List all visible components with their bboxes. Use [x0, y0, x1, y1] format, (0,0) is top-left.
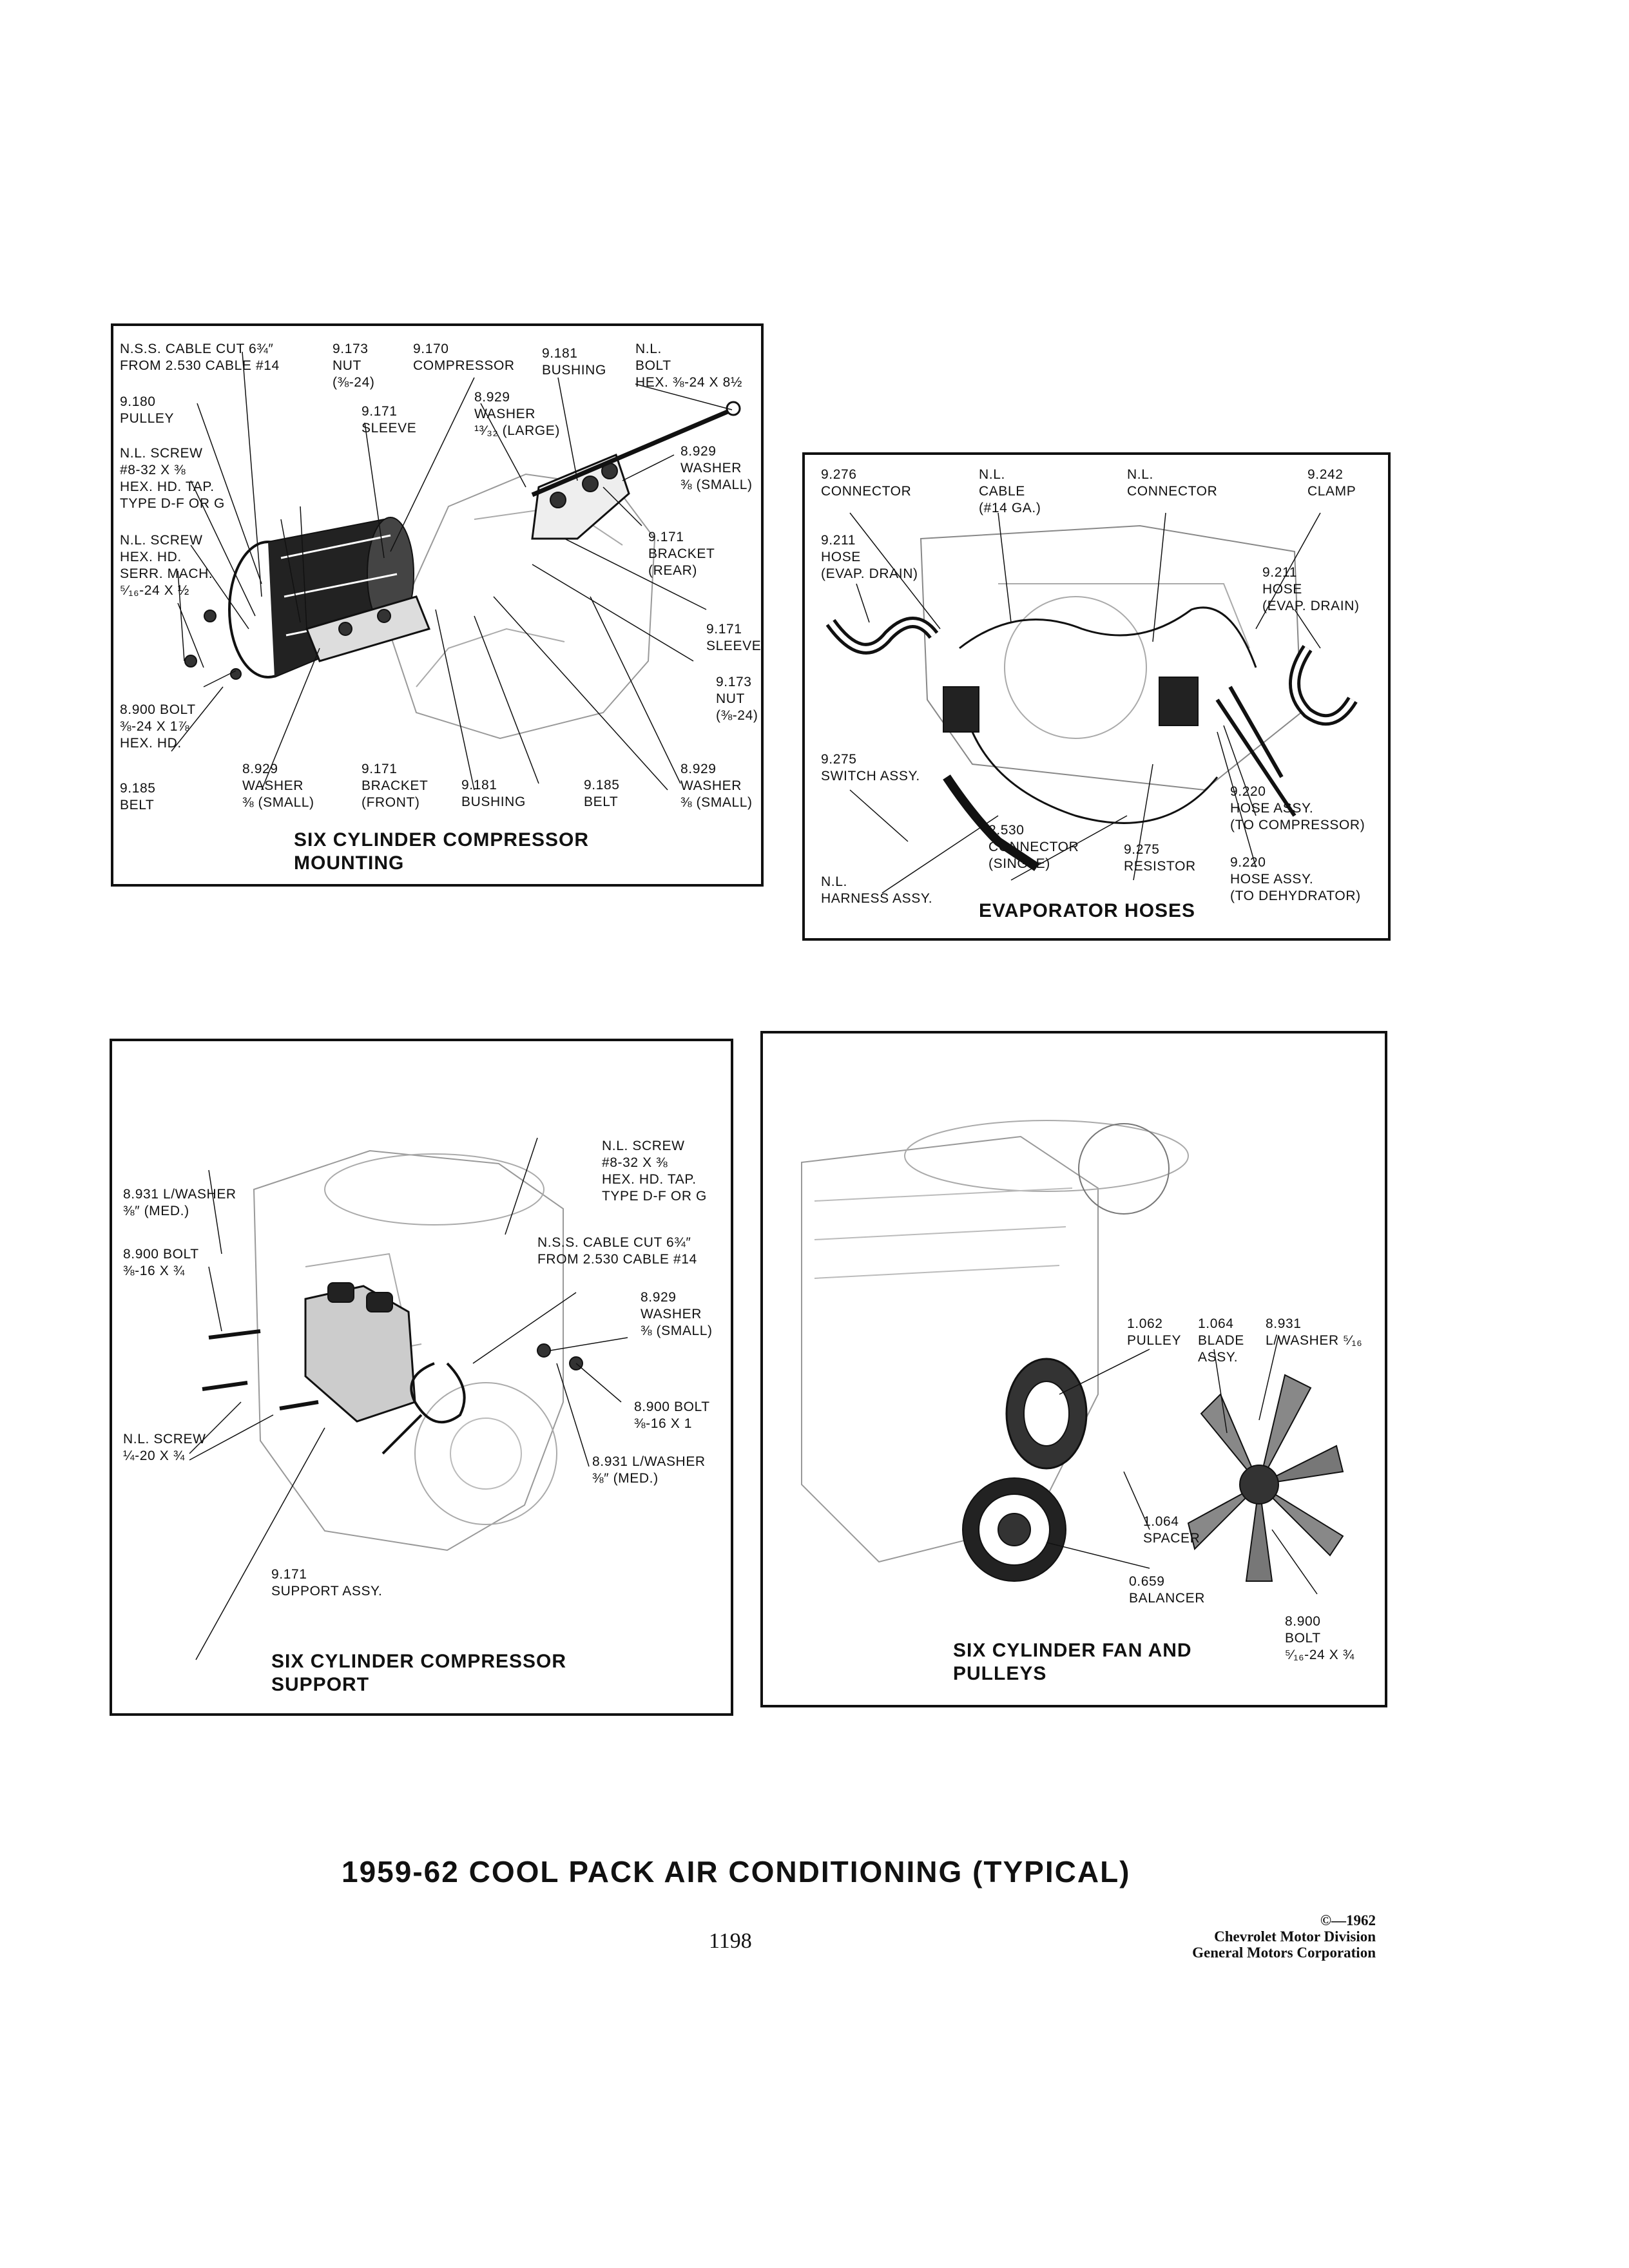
label-nss-cable: N.S.S. CABLE CUT 6¾″ FROM 2.530 CABLE #14: [537, 1235, 697, 1267]
label-bolt-8900: 8.900 BOLT ⅜-24 X 1⅞ HEX. HD.: [120, 702, 196, 751]
label-nl-screw-hex: N.L. SCREW HEX. HD. SERR. MACH. ⁵⁄₁₆-24 X ½: [120, 533, 213, 598]
caption-evaporator-hoses: EVAPORATOR HOSES: [979, 900, 1196, 921]
label-washer-8929-bottom: 8.929 WASHER ⅜ (SMALL): [242, 762, 314, 810]
label-bushing-9181-bottom: 9.181 BUSHING: [461, 778, 526, 809]
label-connector-nl: N.L. CONNECTOR: [1127, 467, 1218, 499]
caption-fan-and-pulleys: SIX CYLINDER FAN AND PULLEYS: [953, 1640, 1192, 1684]
label-hose-9211-left: 9.211 HOSE (EVAP. DRAIN): [821, 533, 918, 581]
label-washer-8929-large: 8.929 WASHER ¹³⁄₃₂ (LARGE): [474, 390, 561, 438]
label-belt-9185-left: 9.185 BELT: [120, 781, 156, 812]
label-support-9171: 9.171 SUPPORT ASSY.: [271, 1567, 383, 1599]
label-cable-nl: N.L. CABLE (#14 GA.): [979, 467, 1041, 515]
panel-compressor-support: [110, 1039, 733, 1716]
panel-compressor-mounting: [111, 323, 764, 887]
label-hose-9220-dehy: 9.220 HOSE ASSY. (TO DEHYDRATOR): [1230, 855, 1361, 903]
label-nut-9173-top: 9.173 NUT (⅜-24): [333, 341, 375, 390]
label-spacer-1064: 1.064 SPACER: [1143, 1514, 1200, 1546]
label-switch-9275: 9.275 SWITCH ASSY.: [821, 752, 920, 783]
caption-compressor-mounting: SIX CYLINDER COMPRESSOR MOUNTING: [294, 829, 590, 874]
label-bracket-9171-front: 9.171 BRACKET (FRONT): [361, 762, 429, 810]
label-sleeve-9171-right: 9.171 SLEEVE: [706, 622, 762, 653]
label-connector-9276: 9.276 CONNECTOR: [821, 467, 912, 499]
label-connector-2530: 2.530 CONNECTOR (SINGLE): [988, 823, 1079, 871]
label-pulley-1062: 1.062 PULLEY: [1127, 1316, 1182, 1348]
label-hose-9220-comp: 9.220 HOSE ASSY. (TO COMPRESSOR): [1230, 784, 1365, 832]
label-belt-9185-right: 9.185 BELT: [584, 778, 620, 809]
label-nl-screw-832: N.L. SCREW #8-32 X ⅜ HEX. HD. TAP. TYPE D-F OR G: [602, 1139, 707, 1204]
label-pulley-9180: 9.180 PULLEY: [120, 394, 175, 426]
label-bolt-8900-left: 8.900 BOLT ⅜-16 X ¾: [123, 1247, 199, 1278]
label-bolt-8900: 8.900 BOLT ⁵⁄₁₆-24 X ¾: [1285, 1614, 1354, 1662]
label-blade-1064: 1.064 BLADE ASSY.: [1198, 1316, 1244, 1365]
panel-fan-and-pulleys: [760, 1031, 1387, 1707]
label-resistor-9275: 9.275 RESISTOR: [1124, 842, 1196, 874]
label-harness-nl: N.L. HARNESS ASSY.: [821, 874, 933, 906]
label-bolt-8900-right: 8.900 BOLT ⅜-16 X 1: [634, 1399, 710, 1431]
page-number: 1198: [709, 1929, 752, 1953]
copyright-notice: ©—1962 Chevrolet Motor Division General Motors Corporation: [1192, 1912, 1376, 1961]
label-washer-8929-bottom-right: 8.929 WASHER ⅜ (SMALL): [680, 762, 753, 810]
label-bolt-nl: N.L. BOLT HEX. ⅜-24 X 8½: [635, 341, 742, 390]
label-sleeve-9171-top: 9.171 SLEEVE: [361, 404, 417, 436]
compressor-mounting-illustration: [113, 326, 761, 884]
label-lwasher-8931-right: 8.931 L/WASHER ⅜″ (MED.): [592, 1454, 706, 1486]
label-lwasher-8931-left: 8.931 L/WASHER ⅜″ (MED.): [123, 1187, 236, 1218]
label-nss-cable: N.S.S. CABLE CUT 6¾″ FROM 2.530 CABLE #14: [120, 341, 280, 373]
fan-and-pulleys-illustration: [763, 1033, 1385, 1705]
page-title: 1959-62 COOL PACK AIR CONDITIONING (TYPICAL): [342, 1855, 1131, 1888]
label-clamp-9242: 9.242 CLAMP: [1307, 467, 1356, 499]
label-compressor-9170: 9.170 COMPRESSOR: [413, 341, 515, 373]
label-nut-9173-right: 9.173 NUT (⅜-24): [716, 675, 758, 723]
caption-compressor-support: SIX CYLINDER COMPRESSOR SUPPORT: [271, 1651, 567, 1695]
label-lwasher-8931: 8.931 L/WASHER ⁵⁄₁₆: [1266, 1316, 1363, 1348]
label-nl-screw-832: N.L. SCREW #8-32 X ⅜ HEX. HD. TAP. TYPE D-F OR G: [120, 446, 225, 511]
label-washer-8929-small-right: 8.929 WASHER ⅜ (SMALL): [680, 444, 753, 492]
label-balancer-0659: 0.659 BALANCER: [1129, 1574, 1206, 1606]
label-washer-8929: 8.929 WASHER ⅜ (SMALL): [641, 1290, 713, 1338]
label-bracket-9171-rear: 9.171 BRACKET (REAR): [648, 530, 715, 578]
label-nl-screw-1420: N.L. SCREW ¼-20 X ¾: [123, 1432, 206, 1463]
label-bushing-9181-top: 9.181 BUSHING: [542, 346, 606, 378]
label-hose-9211-right: 9.211 HOSE (EVAP. DRAIN): [1262, 565, 1360, 613]
panel-evaporator-hoses: [802, 452, 1391, 941]
